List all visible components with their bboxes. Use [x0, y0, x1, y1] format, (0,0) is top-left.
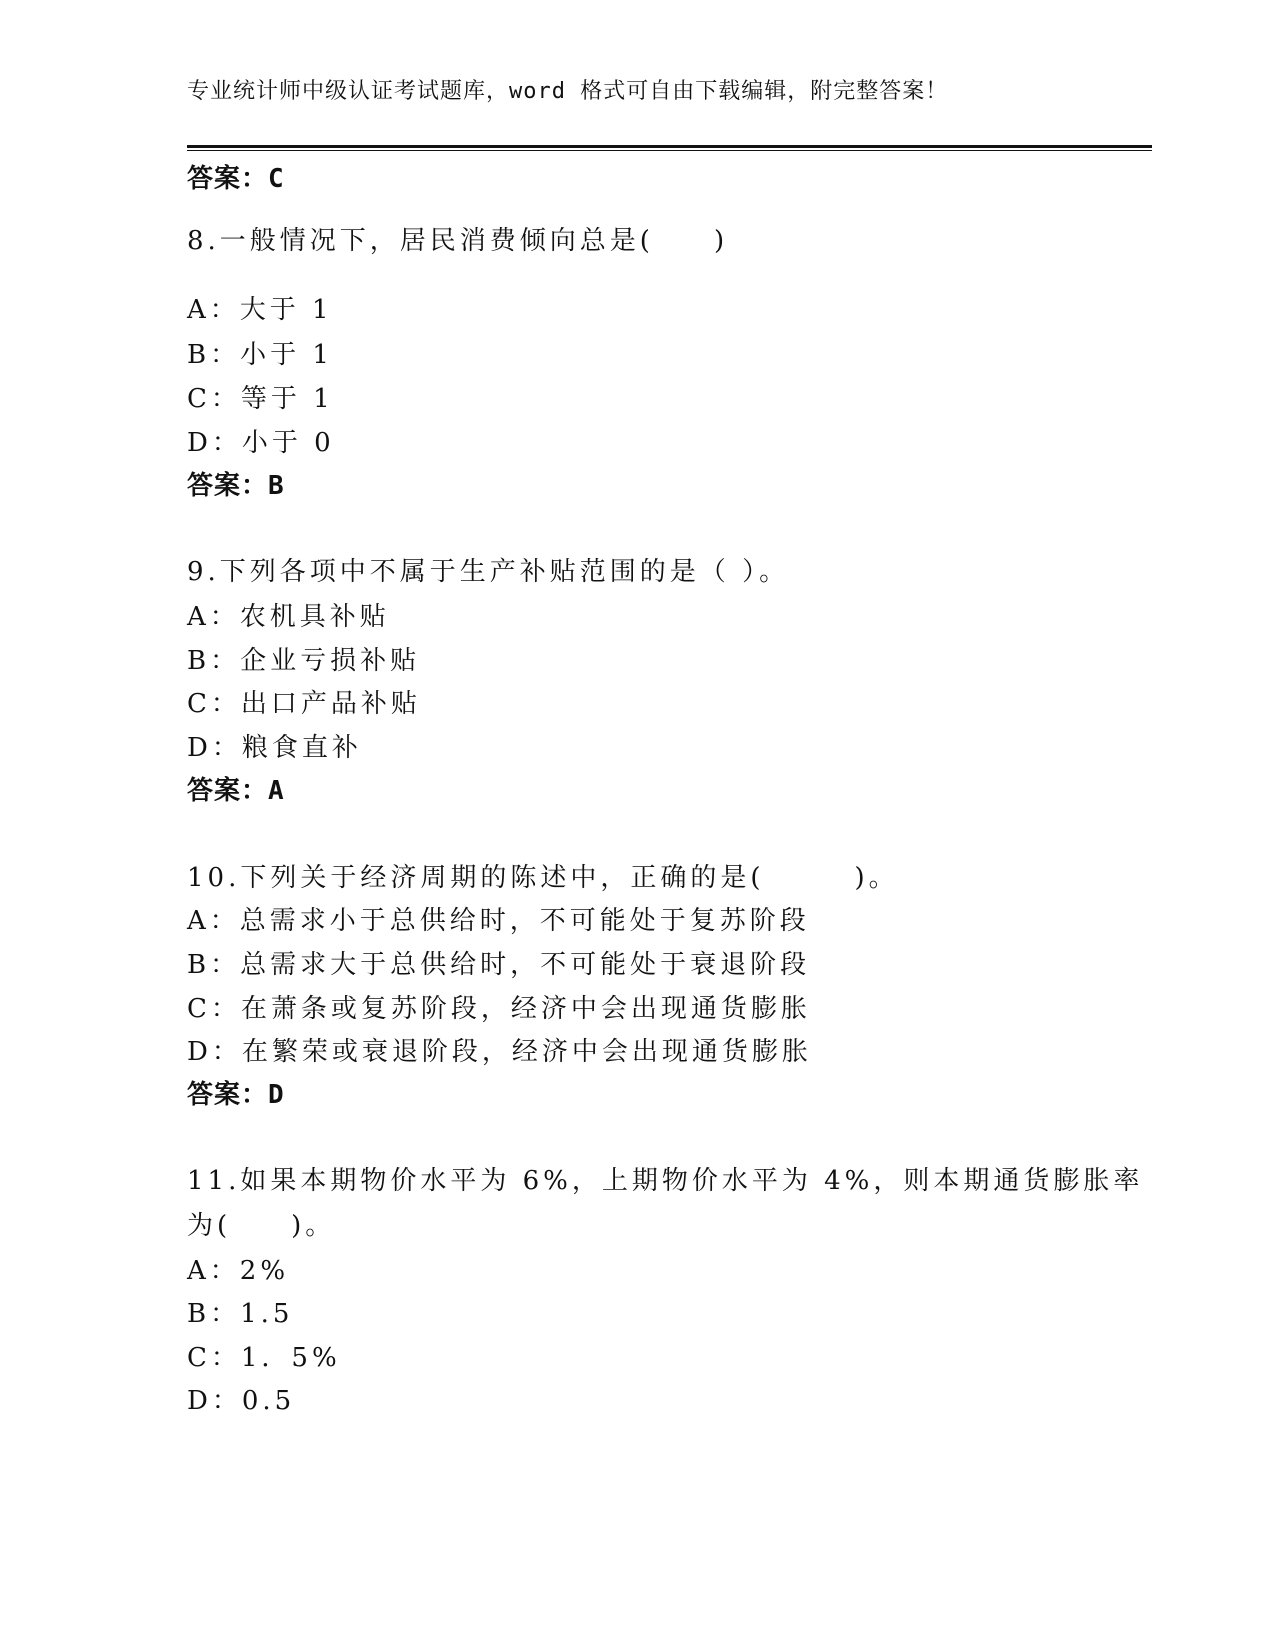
header-rule-thin [187, 150, 1152, 151]
question-9-option-b: B：企业亏损补贴 [187, 646, 421, 676]
question-10-option-c: C：在萧条或复苏阶段，经济中会出现通货膨胀 [187, 994, 811, 1024]
question-9-answer: 答案：A [187, 776, 285, 806]
question-10-option-d: D：在繁荣或衰退阶段，经济中会出现通货膨胀 [187, 1037, 812, 1067]
question-8-option-b: B：小于 1 [187, 340, 333, 370]
question-8-option-c: C：等于 1 [187, 384, 334, 414]
header-rule-thick [187, 145, 1152, 148]
question-8-option-d: D：小于 0 [187, 428, 335, 458]
previous-answer: 答案：C [187, 164, 285, 194]
question-9-option-c: C：出口产品补贴 [187, 689, 421, 719]
question-10-answer: 答案：D [187, 1080, 285, 1110]
question-9-option-d: D：粮食直补 [187, 733, 362, 763]
question-8-stem: 8.一般情况下，居民消费倾向总是( ) [187, 226, 729, 256]
question-10-stem: 10.下列关于经济周期的陈述中，正确的是( )。 [187, 863, 899, 893]
question-11-stem-line-1: 11.如果本期物价水平为 6%，上期物价水平为 4%，则本期通货膨胀率 [187, 1166, 1144, 1196]
question-8-option-a: A：大于 1 [187, 295, 333, 325]
question-11-option-a: A：2% [187, 1256, 290, 1286]
question-10-option-a: A：总需求小于总供给时，不可能处于复苏阶段 [187, 906, 810, 936]
question-10-option-b: B：总需求大于总供给时，不可能处于衰退阶段 [187, 950, 811, 980]
question-11-option-b: B：1.5 [187, 1299, 294, 1329]
question-8-answer: 答案：B [187, 471, 285, 501]
question-11-stem-line-2: 为( )。 [187, 1211, 336, 1241]
document-header: 专业统计师中级认证考试题库，word 格式可自由下载编辑，附完整答案！ [187, 79, 949, 104]
question-9-option-a: A：农机具补贴 [187, 602, 390, 632]
question-11-option-c: C：1．5% [187, 1343, 341, 1373]
question-9-stem: 9.下列各项中不属于生产补贴范围的是（ ）。 [187, 557, 790, 587]
question-11-option-d: D：0.5 [187, 1386, 296, 1416]
